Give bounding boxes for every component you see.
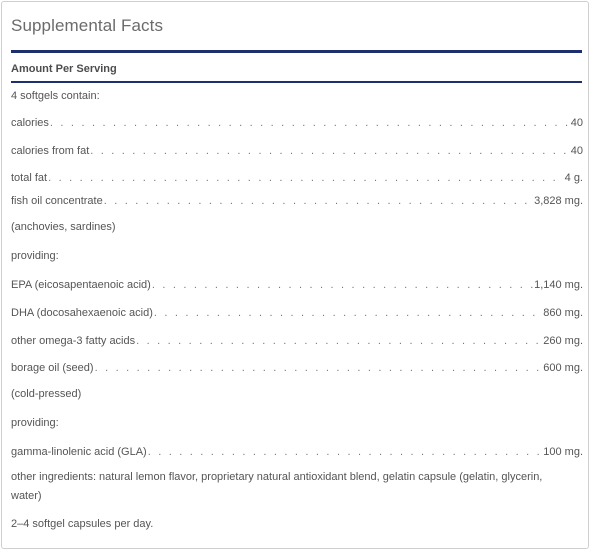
dot-leader	[154, 306, 542, 320]
nutrient-value: 40	[570, 117, 583, 129]
header-divider	[11, 81, 582, 83]
source-note: (anchovies, sardines)	[11, 221, 116, 233]
nutrient-label: EPA (eicosapentaenoic acid)	[11, 279, 151, 291]
dot-leader	[148, 445, 543, 459]
providing-label: providing:	[11, 417, 59, 429]
nutrient-value: 3,828 mg.	[534, 195, 583, 207]
nutrient-value: 600 mg.	[543, 362, 583, 374]
dot-leader	[136, 334, 542, 348]
nutrient-row	[11, 334, 583, 348]
nutrient-label: other omega-3 fatty acids	[11, 335, 136, 347]
dot-leader	[104, 194, 533, 208]
nutrient-value: 40	[570, 145, 583, 157]
dot-leader	[90, 144, 570, 158]
nutrient-label: gamma-linolenic acid (GLA)	[11, 446, 147, 458]
nutrient-row	[11, 194, 583, 208]
dot-leader	[48, 171, 564, 185]
dot-leader	[152, 278, 533, 292]
nutrient-row	[11, 306, 583, 320]
process-note: (cold-pressed)	[11, 388, 82, 400]
dot-leader	[50, 116, 570, 130]
nutrient-row	[11, 171, 583, 185]
panel-title: Supplemental Facts	[11, 16, 164, 35]
nutrient-value: 4 g.	[564, 172, 583, 184]
nutrient-label: total fat	[11, 172, 48, 184]
amount-per-serving-header: Amount Per Serving	[11, 63, 117, 75]
nutrient-row	[11, 361, 583, 375]
nutrient-label: borage oil (seed)	[11, 362, 94, 374]
serving-note: 4 softgels contain:	[11, 90, 100, 102]
nutrient-row	[11, 445, 583, 459]
nutrient-value: 260 mg.	[543, 335, 583, 347]
dosage-note: 2–4 softgel capsules per day.	[11, 518, 154, 530]
nutrient-label: calories from fat	[11, 145, 90, 157]
title-divider	[11, 50, 582, 53]
dot-leader	[95, 361, 543, 375]
nutrient-row	[11, 278, 583, 292]
nutrient-value: 860 mg.	[543, 307, 583, 319]
nutrient-label: fish oil concentrate	[11, 195, 103, 207]
nutrient-row	[11, 116, 583, 130]
nutrient-value: 100 mg.	[543, 446, 583, 458]
providing-label: providing:	[11, 250, 59, 262]
supplement-facts-panel	[1, 1, 589, 549]
nutrient-label: calories	[11, 117, 49, 129]
other-ingredients: other ingredients: natural lemon flavor, proprietary natural antioxidant blend, gelatin capsule (gelatin, glycerin, water)	[11, 471, 543, 502]
nutrient-label: DHA (docosahexaenoic acid)	[11, 307, 153, 319]
nutrient-row	[11, 144, 583, 158]
nutrient-value: 1,140 mg.	[534, 279, 583, 291]
